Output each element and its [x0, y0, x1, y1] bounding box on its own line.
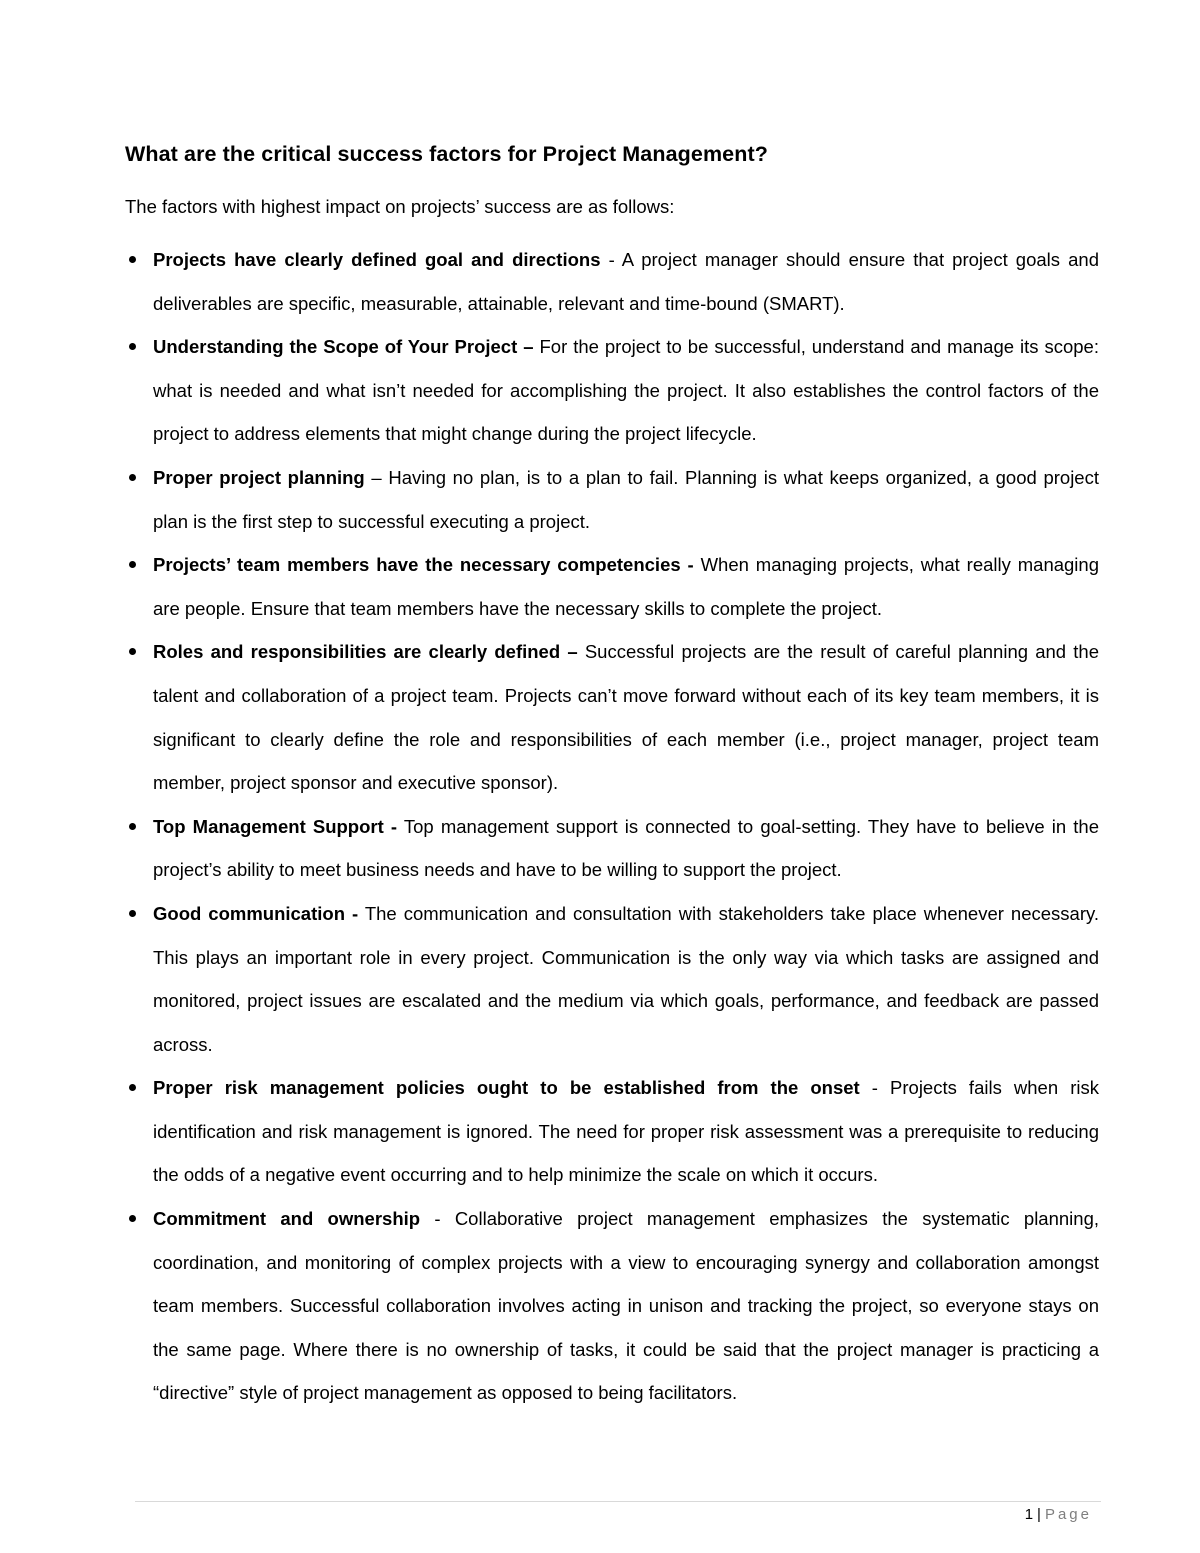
- factor-text: – Having no plan, is to a plan to fail. Planning is what keeps organized, a good project plan is the first step to successful executing a project.: [153, 466, 1099, 532]
- page-label: Page: [1044, 1506, 1092, 1523]
- factor-text: - Collaborative project management emphasizes the systematic planning, coordination, and monitoring of complex projects with a view to encouraging synergy and collaboration amongst team members. Successful collaboration involves acting in unison and tracking the project, so everyone stays on the same page. Where there is no ownership of tasks, it could be said that the project manager is practicing a “directive” style of project management as opposed to being facilitators.: [153, 1208, 1099, 1404]
- list-item: [153, 805, 1099, 892]
- list-item: [153, 238, 1099, 325]
- factor-text: - Projects fails when risk identification and risk management is ignored. The need for proper risk assessment was a prerequisite to reducing the odds of a negative event occurring and to help minimize the scale on which it occurs.: [153, 1077, 1099, 1186]
- factor-title: Good communication -: [153, 902, 359, 924]
- list-item: [153, 1197, 1099, 1415]
- factor-title: Projects’ team members have the necessary competencies -: [153, 554, 694, 576]
- factor-text: The communication and consultation with stakeholders take place whenever necessary. This plays an important role in every project. Communication is the only way via which tasks are assigned and monitored, project issues are escalated and the medium via which goals, performance, and feedback are passed across.: [153, 902, 1099, 1055]
- page-footer: [1025, 1506, 1092, 1523]
- page-number: 1: [1024, 1506, 1034, 1523]
- list-item: [153, 630, 1099, 804]
- list-item: [153, 543, 1099, 630]
- intro-paragraph: The factors with highest impact on projects’ success are as follows:: [125, 196, 675, 217]
- factor-title: Projects have clearly defined goal and directions: [153, 249, 601, 270]
- factor-title: Commitment and ownership: [153, 1208, 421, 1230]
- factor-text: - A project manager should ensure that project goals and deliverables are specific, measurable, attainable, relevant and time-bound (SMART).: [153, 249, 1099, 314]
- factor-title: Roles and responsibilities are clearly defined –: [153, 641, 578, 663]
- factor-title: Top Management Support -: [153, 815, 398, 837]
- success-factors-list: [153, 238, 1099, 1415]
- factor-text: Top management support is connected to goal-setting. They have to believe in the project’s ability to meet business needs and have to be willing to support the project.: [153, 815, 1100, 881]
- factor-text: When managing projects, what really managing are people. Ensure that team members have the necessary skills to complete the project.: [153, 554, 1099, 619]
- factor-text: For the project to be successful, understand and manage its scope: what is needed and what isn’t needed for accomplishing the project. It also establishes the control factors of the project to address elements that might change during the project lifecycle.: [153, 336, 1099, 445]
- factor-title: Proper project planning: [153, 466, 365, 488]
- factor-text: Successful projects are the result of careful planning and the talent and collaboration of a project team. Projects can’t move forward without each of its key team members, it is significant to clearly define the role and responsibilities of each member (i.e., project manager, project team member, project sponsor and executive sponsor).: [153, 641, 1099, 794]
- list-item: [153, 892, 1099, 1066]
- page-title: What are the critical success factors for Project Management?: [125, 142, 768, 166]
- list-item: [153, 1066, 1099, 1197]
- list-item: [153, 456, 1099, 543]
- factor-title: Proper risk management policies ought to be established from the onset: [153, 1077, 860, 1099]
- factor-title: Understanding the Scope of Your Project –: [153, 336, 534, 358]
- list-item: [153, 325, 1099, 456]
- footer-divider: [135, 1501, 1101, 1502]
- footer-separator: |: [1037, 1506, 1041, 1523]
